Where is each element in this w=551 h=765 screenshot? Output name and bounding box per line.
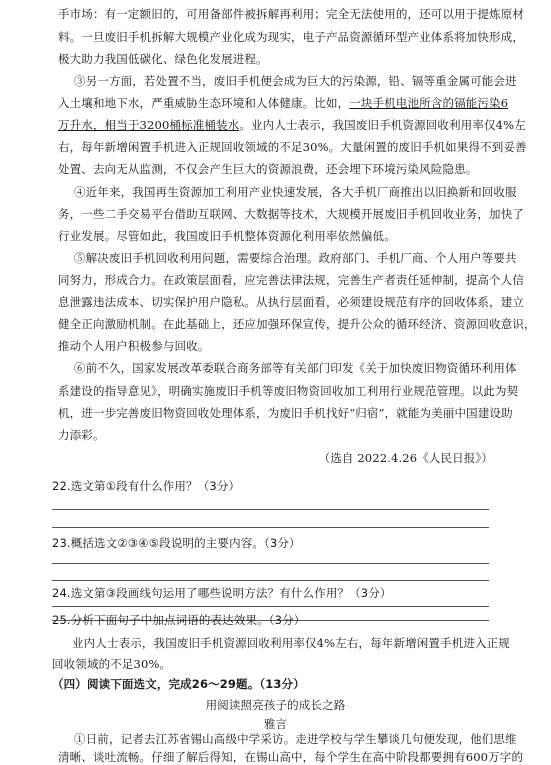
article-line-11: 行业发展。尽管如此，我国废旧手机整体资源化利用率依然偏低。 [58, 229, 396, 243]
article-line-6-text: 。业内人士表示，我国废旧手机资源回收利用率仅4%左 [239, 118, 526, 132]
article-line-1: 手市场：有一定额旧的，可用备部件被拆解再利用；完全无法使用的，还可以用于提炼原材 [58, 7, 524, 21]
passage-line-2: 清晰、谈吐流畅。仔细了解后得知，在锡山高中，每个学生在高中阶段都要拥有600万字的 [58, 750, 524, 764]
question-22: 22.选文第①段有什么作用？（3分） [52, 479, 241, 493]
article-line-15: 健全正向激励机制。在此基础上，还应加强环保宣传，提升公众的循环经济、资源回收意识， [58, 317, 536, 331]
article-line-19: 机，进一步完善废旧物资回收处理体系，为废旧手机找好“归宿”，就能为美丽中国建设助 [58, 406, 513, 420]
article-line-12: ⑤解决废旧手机回收利用问题，需要综合治理。政府部门、手机厂商、个人用户等要共 [74, 251, 517, 265]
article-line-10: 务，一些二手交易平台借助互联网、大数据等技术，大规模开展废旧手机回收业务，加快了 [58, 207, 524, 221]
passage-title: 用阅读照亮孩子的成长之路 [205, 698, 346, 712]
question-25-quote-line-1: 业内人士表示，我国废旧手机资源回收利用率仅4%左右，每年新增闲置手机进入正规 [72, 636, 510, 650]
question-25-quote-line-2: 回收领域的不足30%。 [52, 657, 172, 671]
article-line-8: 处置、去向无从监测，不仅会产生巨大的资源浪费，还会埋下环境污染风险隐患。 [58, 162, 478, 176]
article-source: （选自 2022.4.26《人民日报》） [318, 451, 493, 465]
article-line-2: 料。一旦废旧手机拆解大规模产业化成为现实，电子产品资源循环型产业体系将加快形成， [58, 30, 524, 44]
answer-line-23a[interactable] [52, 563, 489, 564]
question-23: 23.概括选文②③④⑤段说明的主要内容。（3分） [52, 536, 301, 550]
article-line-14: 息泄露违法成本、切实保护用户隐私。从执行层面看，必须建设规范有序的回收体系，建立 [58, 295, 524, 309]
passage-author: 雅言 [263, 717, 288, 731]
article-line-13: 同努力，形成合力。在政策层面看，应完善法律法规，完善生产者责任延伸制，提高个人信 [58, 273, 524, 287]
answer-line-24a[interactable] [52, 606, 489, 607]
article-line-6 [58, 117, 526, 133]
article-line-16: 推动个人用户积极参与回收。 [58, 339, 210, 353]
article-line-20: 力添彩。 [58, 428, 105, 442]
underlined-sentence-part-1: 一块手机电池所含的镉能污染6 [349, 96, 509, 110]
article-line-7: 右，每年新增闲置手机进入正规回收领域的不足30%。大量闲置的废旧手机如果得不到妥善 [58, 140, 527, 154]
answer-line-22b[interactable] [52, 527, 489, 528]
article-line-5-text: 入土壤和地下水，严重威胁生态环境和人体健康。比如， [58, 96, 350, 110]
underlined-sentence-part-2: 万升水，相当于3200桶标准桶装水 [58, 118, 240, 132]
answer-line-22a[interactable] [52, 509, 489, 510]
article-line-4: ③另一方面，若处置不当，废旧手机便会成为巨大的污染源，铅、镉等重金属可能会进 [74, 74, 517, 88]
passage-line-1: ①日前，记者去江苏省锡山高级中学采访。走进学校与学生攀谈几句便发现，他们思维 [74, 732, 517, 746]
article-line-18: 系建设的指导意见》，明确实施废旧手机等废旧物资回收加工利用行业规范管理。以此为契 [58, 384, 519, 398]
answer-line-23b[interactable] [52, 580, 489, 581]
section-4-heading: （四）阅读下面选文，完成26～29题。（13分） [52, 677, 305, 691]
article-line-5 [58, 95, 509, 111]
question-25: 25.分析下面句子中加点词语的表达效果。（3分） [52, 613, 306, 627]
article-line-9: ④近年来，我国再生资源加工利用产业快速发展，各大手机厂商推出以旧换新和回收服 [74, 185, 517, 199]
article-line-3: 极大助力我国低碳化、绿色化发展进程。 [58, 52, 268, 66]
article-line-17: ⑥前不久，国家发展改革委联合商务部等有关部门印发《关于加快废旧物资循环利用体 [74, 361, 517, 375]
question-24: 24.选文第③段画线句运用了哪些说明方法？有什么作用？（3分） [52, 586, 392, 600]
